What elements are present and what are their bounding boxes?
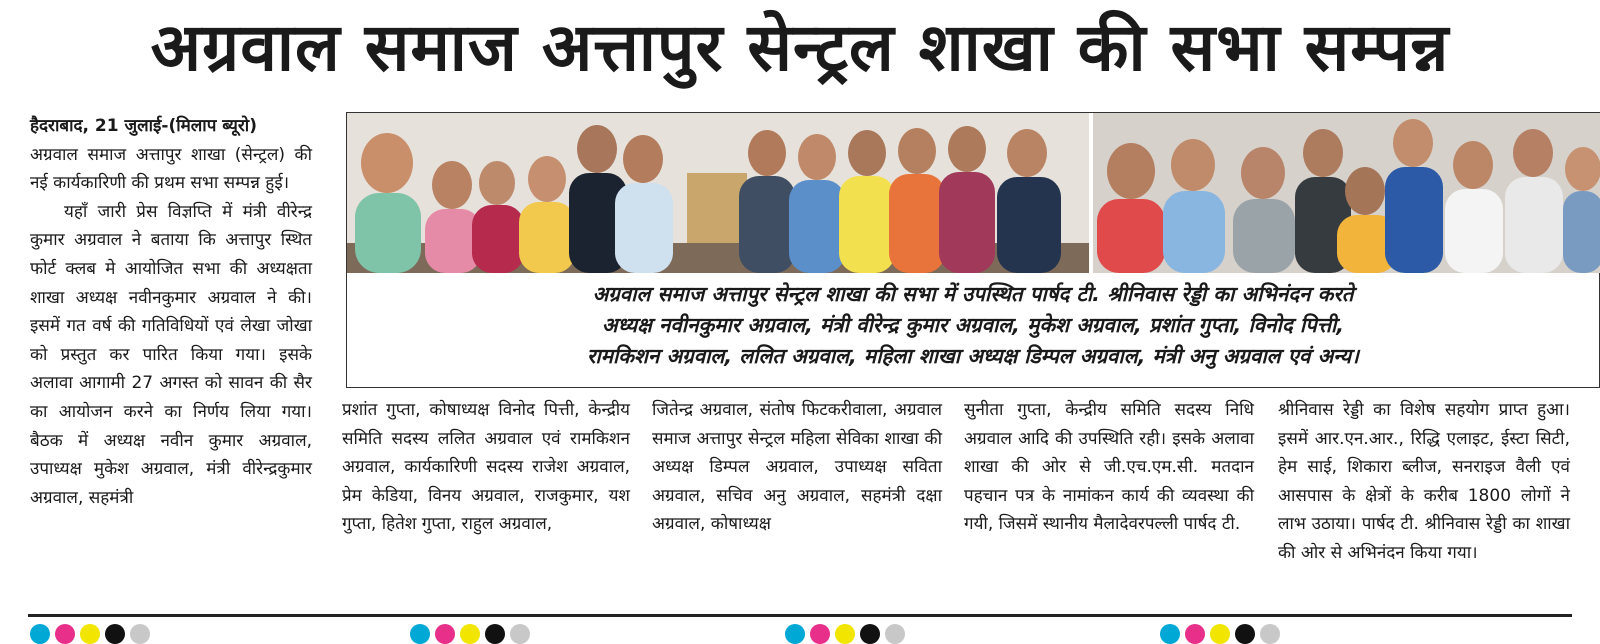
photo-caption-line-2: अध्यक्ष नवीनकुमार अग्रवाल, मंत्री वीरेन्द्र कुमार अग्रवाल, मुकेश अग्रवाल, प्रशांत गुप्ता, विनोद पित्ती, [601, 313, 1345, 337]
article-column-1 [30, 112, 312, 512]
registration-dot [80, 624, 100, 644]
photo-caption-line-1: अग्रवाल समाज अत्तापुर सेन्ट्रल शाखा की सभा में उपस्थित पार्षद टी. श्रीनिवास रेड्डी का अभिनंदन करते [592, 282, 1354, 306]
registration-dot [1210, 624, 1230, 644]
article-column-5-text: श्रीनिवास रेड्डी का विशेष सहयोग प्राप्त हुआ। इसमें आर.एन.आर., रिद्धि एलाइट, ईस्टा सिटी, हेम साई, शिकारा ब्लीज, सनराइज वैली एवं आसपास के क्षेत्रों के करीब 1800 लोगों ने लाभ उठाया। पार्षद टी. श्रीनिवास रेड्डी का शाखा की ओर से अभिनंदन किया गया। [1278, 400, 1570, 563]
registration-dot [885, 624, 905, 644]
registration-dot [1160, 624, 1180, 644]
article-paragraph-2: यहाँ जारी प्रेस विज्ञप्ति में मंत्री वीरेन्द्र कुमार अग्रवाल ने बताया कि अत्तापुर स्थित फोर्ट क्लब मे आयोजित सभा की अध्यक्षता शाखा अध्यक्ष नवीनकुमार अग्रवाल ने की। इसमें गत वर्ष की गतिविधियों एवं लेखा जोखा को प्रस्तुत कर पारित किया गया। इसके अलावा आगामी 27 अगस्त को सावन की सैर का आयोजन करने का निर्णय लिया गया। बैठक में अध्यक्ष नवीन कुमार अग्रवाल, उपाध्यक्ष मुकेश अग्रवाल, मंत्री वीरेन्द्रकुमार अग्रवाल, सहमंत्री [30, 201, 312, 508]
article-column-5 [1278, 396, 1570, 568]
registration-dot [835, 624, 855, 644]
registration-dot [1260, 624, 1280, 644]
registration-dot [1235, 624, 1255, 644]
article-column-2 [342, 396, 630, 539]
felicitation-photo-right-image [1093, 113, 1600, 273]
registration-dot [410, 624, 430, 644]
registration-dot [460, 624, 480, 644]
group-photo-left-image [347, 113, 1089, 273]
article-column-4-text: सुनीता गुप्ता, केन्द्रीय समिति सदस्य निधि अग्रवाल आदि की उपस्थिति रही। इसके अलावा शाखा की ओर से जी.एच.एम.सी. मतदान पहचान पत्र के नामांकन कार्य की व्यवस्था की गयी, जिसमें स्थानीय मैलादेवरपल्ली पार्षद टी. [964, 400, 1254, 535]
photo-caption [347, 279, 1599, 372]
registration-marks-4 [1160, 624, 1280, 644]
registration-marks-1 [30, 624, 150, 644]
dateline: हैदराबाद, 21 जुलाई-(मिलाप ब्यूरो) [30, 116, 257, 136]
registration-dot [435, 624, 455, 644]
article-column-3-text: जितेन्द्र अग्रवाल, संतोष फिटकरीवाला, अग्रवाल समाज अत्तापुर सेन्ट्रल महिला सेविका शाखा की अध्यक्ष डिम्पल अग्रवाल, उपाध्यक्ष सविता अग्रवाल, सचिव अनु अग्रवाल, सहमंत्री दक्षा अग्रवाल, कोषाध्यक्ष [652, 400, 942, 535]
felicitation-photo-right [1093, 113, 1600, 273]
photo-block [346, 112, 1600, 388]
article-column-4 [964, 396, 1254, 539]
registration-marks-3 [785, 624, 905, 644]
registration-dot [860, 624, 880, 644]
article-column-2-text: प्रशांत गुप्ता, कोषाध्यक्ष विनोद पित्ती, केन्द्रीय समिति सदस्य ललित अग्रवाल एवं रामकिशन अग्रवाल, कार्यकारिणी सदस्य राजेश अग्रवाल, प्रेम केडिया, विनय अग्रवाल, राजकुमार, यश गुप्ता, हितेश गुप्ता, राहुल अग्रवाल, [342, 400, 630, 535]
registration-dot [810, 624, 830, 644]
registration-dot [55, 624, 75, 644]
registration-dot [105, 624, 125, 644]
bottom-rule [28, 614, 1572, 617]
article-paragraph-1: अग्रवाल समाज अत्तापुर शाखा (सेन्ट्रल) की नई कार्यकारिणी की प्रथम सभा सम्पन्न हुई। [30, 144, 312, 194]
registration-dot [30, 624, 50, 644]
registration-marks-2 [410, 624, 530, 644]
article-column-3 [652, 396, 942, 539]
registration-dot [1185, 624, 1205, 644]
registration-dot [785, 624, 805, 644]
headline: अग्रवाल समाज अत्तापुर सेन्ट्रल शाखा की सभा सम्पन्न [150, 9, 1450, 86]
registration-dot [510, 624, 530, 644]
group-photo-left [347, 113, 1089, 273]
registration-dot [485, 624, 505, 644]
registration-dot [130, 624, 150, 644]
photo-caption-line-3: रामकिशन अग्रवाल, ललित अग्रवाल, महिला शाखा अध्यक्ष डिम्पल अग्रवाल, मंत्री अनु अग्रवाल एवं अन्य। [587, 344, 1359, 368]
